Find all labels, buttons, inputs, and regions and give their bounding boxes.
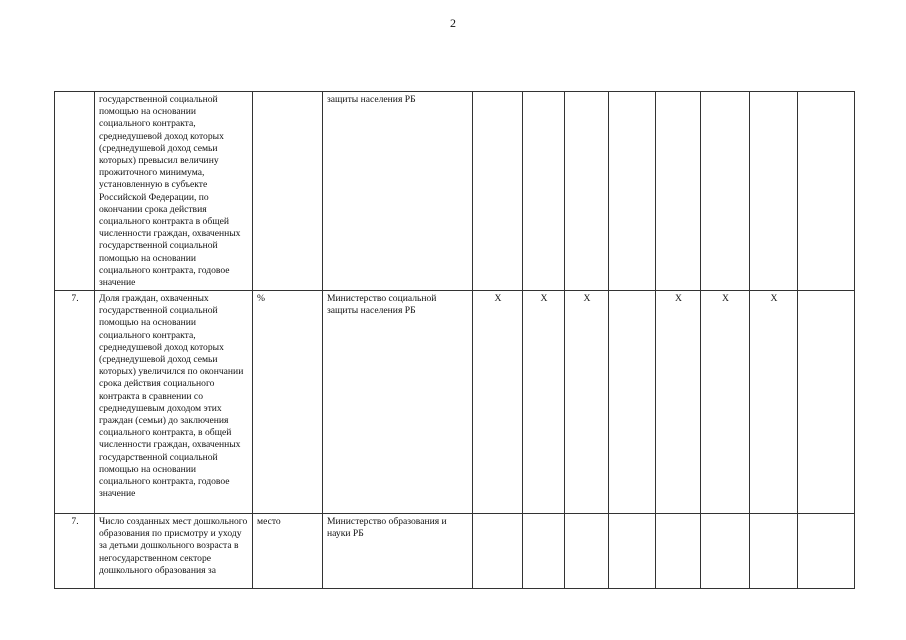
row-number: 7.: [55, 291, 95, 514]
value-cell: [656, 514, 701, 589]
value-cell: [701, 514, 750, 589]
value-cell: X: [473, 291, 523, 514]
value-cell: X: [565, 291, 609, 514]
value-cell: [798, 92, 855, 291]
value-cell: X: [656, 291, 701, 514]
value-cell: [609, 514, 656, 589]
value-cell: [798, 514, 855, 589]
value-cell: [523, 514, 565, 589]
value-cell: [565, 92, 609, 291]
indicator-description: государственной социальной помощью на основании социального контракта, среднедушевой доход которых (среднедушевой доход семьи которых) превысил величину прожиточного минимума, установленную в субъекте Российской Федерации, по окончании срока действия социального контракта в общей численности граждан, охваченных государственной социальной помощью на основании социального контракта, годовое значение: [95, 92, 253, 291]
responsible-cell: Министерство образования и науки РБ: [323, 514, 473, 589]
value-cell: [750, 514, 798, 589]
value-cell: [473, 514, 523, 589]
unit-cell: %: [253, 291, 323, 514]
value-cell: [609, 291, 656, 514]
row-number: [55, 92, 95, 291]
value-cell: X: [523, 291, 565, 514]
value-cell: [523, 92, 565, 291]
value-cell: X: [750, 291, 798, 514]
indicator-description: Число созданных мест дошкольного образования по присмотру и уходу за детьми дошкольного возраста в негосударственном секторе дошкольного образования за: [95, 514, 253, 589]
unit-cell: [253, 92, 323, 291]
table-row: [55, 92, 855, 291]
row-number: 7.: [55, 514, 95, 589]
indicator-description: Доля граждан, охваченных государственной социальной помощью на основании социального контракта, среднедушевой доход которых (среднедушевой доход семьи которых) увеличился по окончании срока действия социального контракта в сравнении со среднедушевым доходом этих граждан (семьи) до заключения социального контракта, в общей численности граждан, охваченных государственной социальной помощью на основании социального контракта, годовое значение: [95, 291, 253, 514]
value-cell: [473, 92, 523, 291]
value-cell: [609, 92, 656, 291]
value-cell: [701, 92, 750, 291]
page-number: 2: [450, 16, 456, 30]
table-row: [55, 291, 855, 514]
responsible-cell: Министерство социальной защиты населения РБ: [323, 291, 473, 514]
value-cell: [750, 92, 798, 291]
table-row: [55, 514, 855, 589]
value-cell: [656, 92, 701, 291]
unit-cell: место: [253, 514, 323, 589]
value-cell: [798, 291, 855, 514]
indicators-table: [54, 91, 855, 589]
value-cell: X: [701, 291, 750, 514]
value-cell: [565, 514, 609, 589]
responsible-cell: защиты населения РБ: [323, 92, 473, 291]
